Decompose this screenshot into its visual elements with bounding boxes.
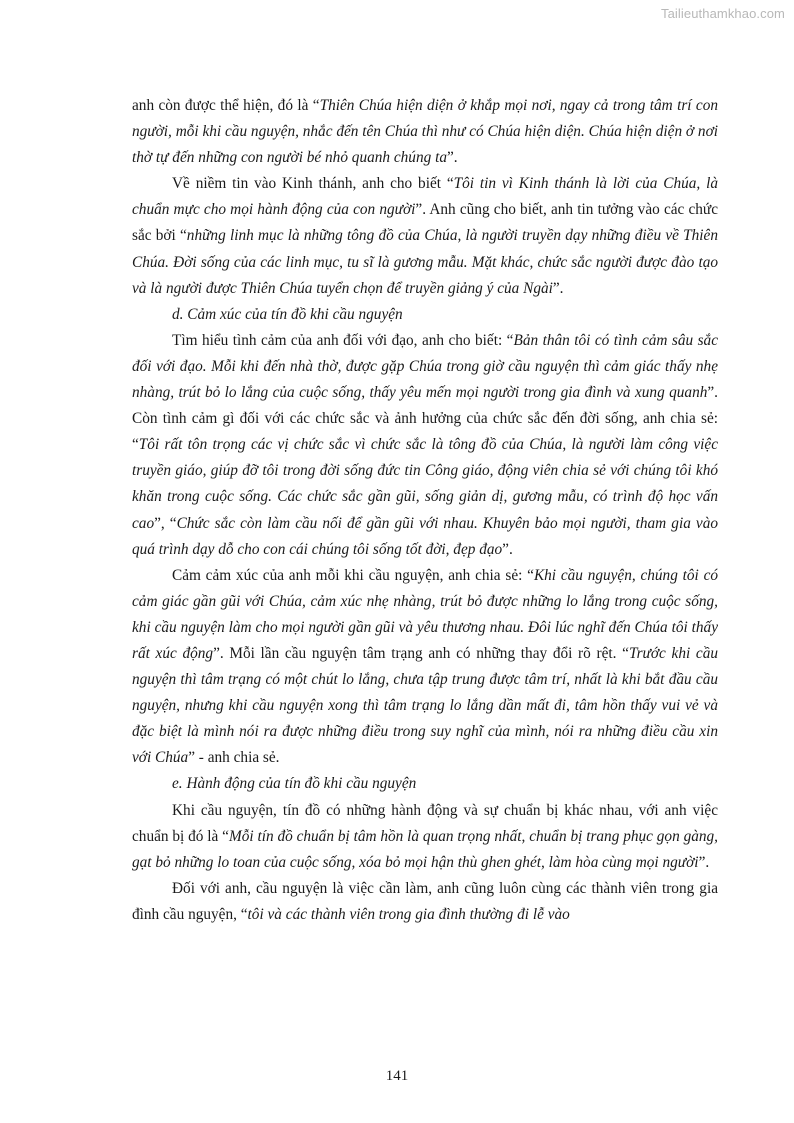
text-run: ”. [552,279,564,297]
section-heading-e: e. Hành động của tín đồ khi cầu nguyện [172,775,417,793]
paragraph-5 [132,798,718,876]
quote-run: Thiên Chúa hiện diện ở khắp mọi nơi, ngay cả trong tâm trí con người, mỗi khi cầu nguyện, nhắc đến tên Chúa thì như có Chúa hiện diện. Chúa hiện diện ở nơi thờ tự đến những con người bé nhỏ quanh chúng ta [132,97,718,167]
quote-run: Tôi rất tôn trọng các vị chức sắc vì chức sắc là tông đồ của Chúa, là người làm công việc truyền giáo, giúp đỡ tôi trong đời sống đức tin Công giáo, động viên chia sẻ với chúng tôi khó khăn trong cuộc sống. Các chức sắc gần gũi, sống giản dị, gương mẫu, có trình độ học vấn cao [132,436,718,532]
text-run: Cảm cảm xúc của anh mỗi khi cầu nguyện, anh chia sẻ: “ [172,566,534,584]
quote-run: Khi cầu nguyện, chúng tôi có cảm giác gần gũi với Chúa, cảm xúc nhẹ nhàng, trút bỏ được những lo lắng trong cuộc sống, khi cầu nguyện làm cho mọi người gần gũi và yêu thương nhau. Đôi lúc nghĩ đến Chúa tôi thấy rất xúc động [132,566,719,662]
text-run: ”, “ [154,514,177,532]
paragraph-4 [132,563,718,772]
text-run: ”. Mỗi lần cầu nguyện tâm trạng anh có những thay đổi rõ rệt. “ [213,644,629,662]
quote-run: tôi và các thành viên trong gia đình thường đi lễ vào [247,905,570,923]
text-run: ”. Còn tình cảm gì đối với các chức sắc và ảnh hưởng của chức sắc đến đời sống, anh chia sẻ: “ [132,384,718,454]
paragraph-6 [132,876,718,928]
text-run: ”. [698,853,710,871]
text-run: ”. Anh cũng cho biết, anh tin tưởng vào các chức sắc bởi “ [132,201,719,245]
section-heading-d: d. Cảm xúc của tín đồ khi cầu nguyện [172,305,403,323]
page-body [132,93,718,928]
text-run: anh còn được thể hiện, đó là “ [132,97,320,114]
text-run: Khi cầu nguyện, tín đồ có những hành động và sự chuẩn bị khác nhau, với anh việc chuẩn bị đó là “ [132,801,718,845]
text-run: ”. [446,149,458,167]
paragraph-3 [132,328,718,563]
paragraph-1 [132,93,718,171]
quote-run: Mỗi tín đồ chuẩn bị tâm hồn là quan trọng nhất, chuẩn bị trang phục gọn gàng, gạt bỏ những lo toan của cuộc sống, xóa bỏ mọi hận thù ghen ghét, làm hòa cùng mọi người [132,827,718,871]
quote-run: Chức sắc còn làm cầu nối để gần gũi với nhau. Khuyên bảo mọi người, tham gia vào quá trình dạy dỗ cho con cái chúng tôi sống tốt đời, đẹp đạo [132,514,718,558]
page-number: 141 [385,1068,409,1084]
text-run: Đối với anh, cầu nguyện là việc cần làm, anh cũng luôn cùng các thành viên trong gia đình cầu nguyện, “ [132,879,718,923]
paragraph-2 [132,171,718,301]
watermark-text: Tailieuthamkhao.com [660,6,785,21]
quote-run: những linh mục là những tông đồ của Chúa, là người truyền dạy những điều về Thiên Chúa. Đời sống của các linh mục, tu sĩ là gương mẫu. Mặt khác, chức sắc người được đào tạo và là người được Thiên Chúa tuyển chọn để truyền giảng ý của Ngài [132,227,718,297]
text-run: ”. [502,540,513,558]
quote-run: Tôi tin vì Kinh thánh là lời của Chúa, là chuẩn mực cho mọi hành động của con người [132,175,718,219]
text-run: ” - anh chia sẻ. [188,749,280,767]
text-run: Tìm hiểu tình cảm của anh đối với đạo, anh cho biết: “ [172,331,514,349]
quote-run: Trước khi cầu nguyện thì tâm trạng có một chút lo lắng, chưa tập trung được tâm trí, nhất là khi bắt đầu cầu nguyện, nhưng khi cầu nguyện xong thì tâm trạng lo lắng dần mất đi, tâm hồn thấy vui vẻ và đặc biệt là mình nói ra được những điều trong suy nghĩ của mình, nói ra những điều cầu xin với Chúa [132,644,719,767]
quote-run: Bản thân tôi có tình cảm sâu sắc đối với đạo. Mỗi khi đến nhà thờ, được gặp Chúa trong giờ cầu nguyện thì cảm giác thấy nhẹ nhàng, trút bỏ lo lắng của cuộc sống, thấy yêu mến mọi người trong gia đình và xung quanh [132,331,718,402]
text-run: Về niềm tin vào Kinh thánh, anh cho biết “ [172,175,454,193]
